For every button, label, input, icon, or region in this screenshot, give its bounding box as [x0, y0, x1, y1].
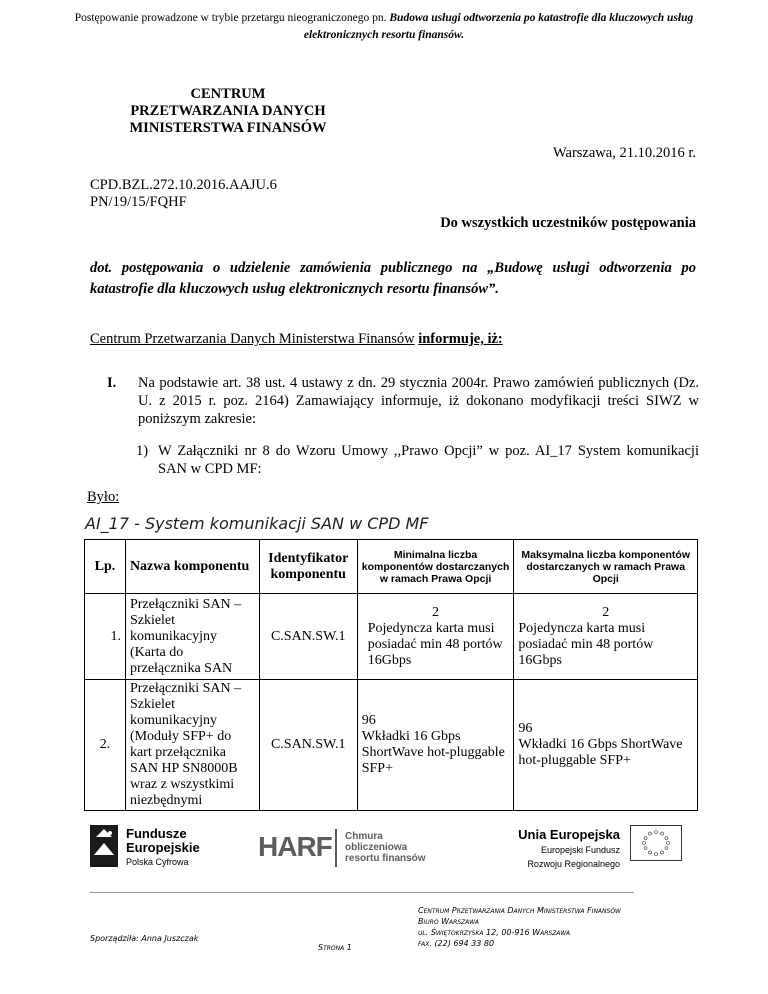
subsection-text: W Załączniki nr 8 do Wzoru Umowy ,,Prawo Opcji” w poz. AI_17 System komunikacji SAN w CPD MF:: [158, 443, 699, 477]
header-prefix: Postępowanie prowadzone w trybie przetargu nieograniczonego pn.: [74, 12, 390, 24]
subsection-number: 1): [136, 443, 149, 459]
row-name: Przełączniki SAN – Szkielet komunikacyjny (Moduły SFP+ do kart przełącznika SAN HP SN8000B wraz z wszystkimi niezbędnymi: [125, 680, 259, 811]
section-i: [107, 374, 699, 428]
header-max: Maksymalna liczba komponentów dostarczanych w ramach Prawa Opcji: [514, 540, 698, 594]
info-line: [90, 331, 503, 348]
min-desc: Wkładki 16 Gbps ShortWave hot-pluggable SFP+: [361, 729, 505, 776]
reference-numbers: [90, 177, 277, 211]
header-title: Budowa usługi odtworzenia po katastrofie dla kluczowych usług elektronicznych resortu finansów.: [303, 12, 694, 41]
footer-line-1: Centrum Przetwarzania Danych Ministerstwa Finansów: [418, 906, 621, 915]
row-id: C.SAN.SW.1: [259, 680, 357, 811]
eu-line-2: Europejski Fundusz: [540, 845, 620, 855]
eu-text: [480, 827, 620, 870]
footer-line-2: Biuro Warszawa: [418, 917, 479, 926]
row-lp: 1.: [85, 594, 126, 680]
header-lp: Lp.: [85, 540, 126, 594]
footer-line-4: fax. (22) 694 33 80: [418, 939, 495, 948]
max-count: 96: [518, 721, 533, 736]
harf-logo: HARF: [258, 831, 332, 862]
recipients-line: Do wszystkich uczestników postępowania: [440, 215, 696, 231]
logos-bar: [90, 825, 710, 875]
header-id: Identyfikator komponentu: [259, 540, 357, 594]
reference-2: PN/19/15/FQHF: [90, 194, 187, 210]
org-line-2: PRZETWARZANIA DANYCH: [130, 103, 326, 119]
eu-flag-icon: [630, 825, 682, 861]
row-min: [357, 680, 514, 811]
max-desc: Wkładki 16 Gbps ShortWave hot-pluggable SFP+: [518, 737, 683, 768]
max-count: 2: [602, 604, 610, 620]
max-desc: Pojedyncza karta musi posiadać min 48 portów 16Gbps: [518, 620, 654, 668]
bylo-label: Było:: [87, 489, 120, 505]
harf-subtitle: [345, 831, 426, 864]
fundusze-text: [126, 827, 200, 867]
row-lp: 2.: [85, 680, 126, 811]
min-count: 96: [361, 713, 376, 728]
table-title: AI_17 - System komunikacji SAN w CPD MF: [85, 514, 429, 533]
document-date: Warszawa, 21.10.2016 r.: [553, 145, 696, 161]
org-line-1: CENTRUM: [190, 86, 266, 102]
organization-block: [118, 86, 338, 137]
row-name: Przełączniki SAN – Szkielet komunikacyjny (Karta do przełącznika SAN: [125, 594, 259, 680]
org-line-3: MINISTERSTWA FINANSÓW: [129, 120, 327, 136]
header-min: Minimalna liczba komponentów dostarczanych w ramach Prawa Opcji: [357, 540, 514, 594]
subsection-1: [136, 442, 699, 478]
document-header: [60, 10, 708, 44]
section-number: I.: [107, 375, 117, 391]
prepared-by: Sporządziła: Anna Juszczak: [90, 934, 199, 943]
subject-line: dot. postępowania o udzielenie zamówienia publicznego na „Budowę usługi odtworzenia po katastrofie dla kluczowych usług elektronicznych resortu finansów”.: [90, 260, 696, 297]
header-name: Nazwa komponentu: [125, 540, 259, 594]
section-text: Na podstawie art. 38 ust. 4 ustawy z dn. 29 stycznia 2004r. Prawo zamówień publicznych (Dz. U. z 2015 r. poz. 2164) Zamawiający informuje, iż dokonano modyfikacji treści SIWZ w poniższym zakresie:: [138, 375, 699, 427]
harf-line-3: resortu finansów: [345, 853, 426, 864]
table-row: [85, 594, 698, 680]
fundusze-europejskie-logo: [90, 825, 118, 867]
fe-line-3: Polska Cyfrowa: [126, 857, 189, 867]
fe-line-1: Fundusze: [126, 826, 187, 841]
eu-line-3: Rozwoju Regionalnego: [527, 859, 620, 869]
harf-line-1: Chmura: [345, 831, 383, 842]
eu-line-1: Unia Europejska: [518, 827, 620, 842]
harf-divider: [335, 829, 337, 867]
footer-divider: [90, 892, 634, 893]
fe-line-2: Europejskie: [126, 840, 200, 855]
harf-line-2: obliczeniowa: [345, 842, 408, 853]
informs-text: informuje, iż:: [418, 331, 503, 347]
row-max: [514, 680, 698, 811]
row-id: C.SAN.SW.1: [259, 594, 357, 680]
min-count: 2: [432, 604, 440, 620]
footer-line-3: ul. Świętokrzyska 12, 00-916 Warszawa: [418, 928, 571, 937]
row-max: [514, 594, 698, 680]
min-desc: Pojedyncza karta musi posiadać min 48 portów 16Gbps: [367, 620, 503, 668]
components-table: [84, 539, 698, 811]
row-min: [357, 594, 514, 680]
page-number: Strona 1: [318, 943, 352, 952]
org-name: Centrum Przetwarzania Danych Ministerstwa Finansów: [90, 331, 415, 347]
footer-address: [418, 905, 621, 949]
table-header-row: [85, 540, 698, 594]
table-row: [85, 680, 698, 811]
reference-1: CPD.BZL.272.10.2016.AAJU.6: [90, 177, 277, 193]
